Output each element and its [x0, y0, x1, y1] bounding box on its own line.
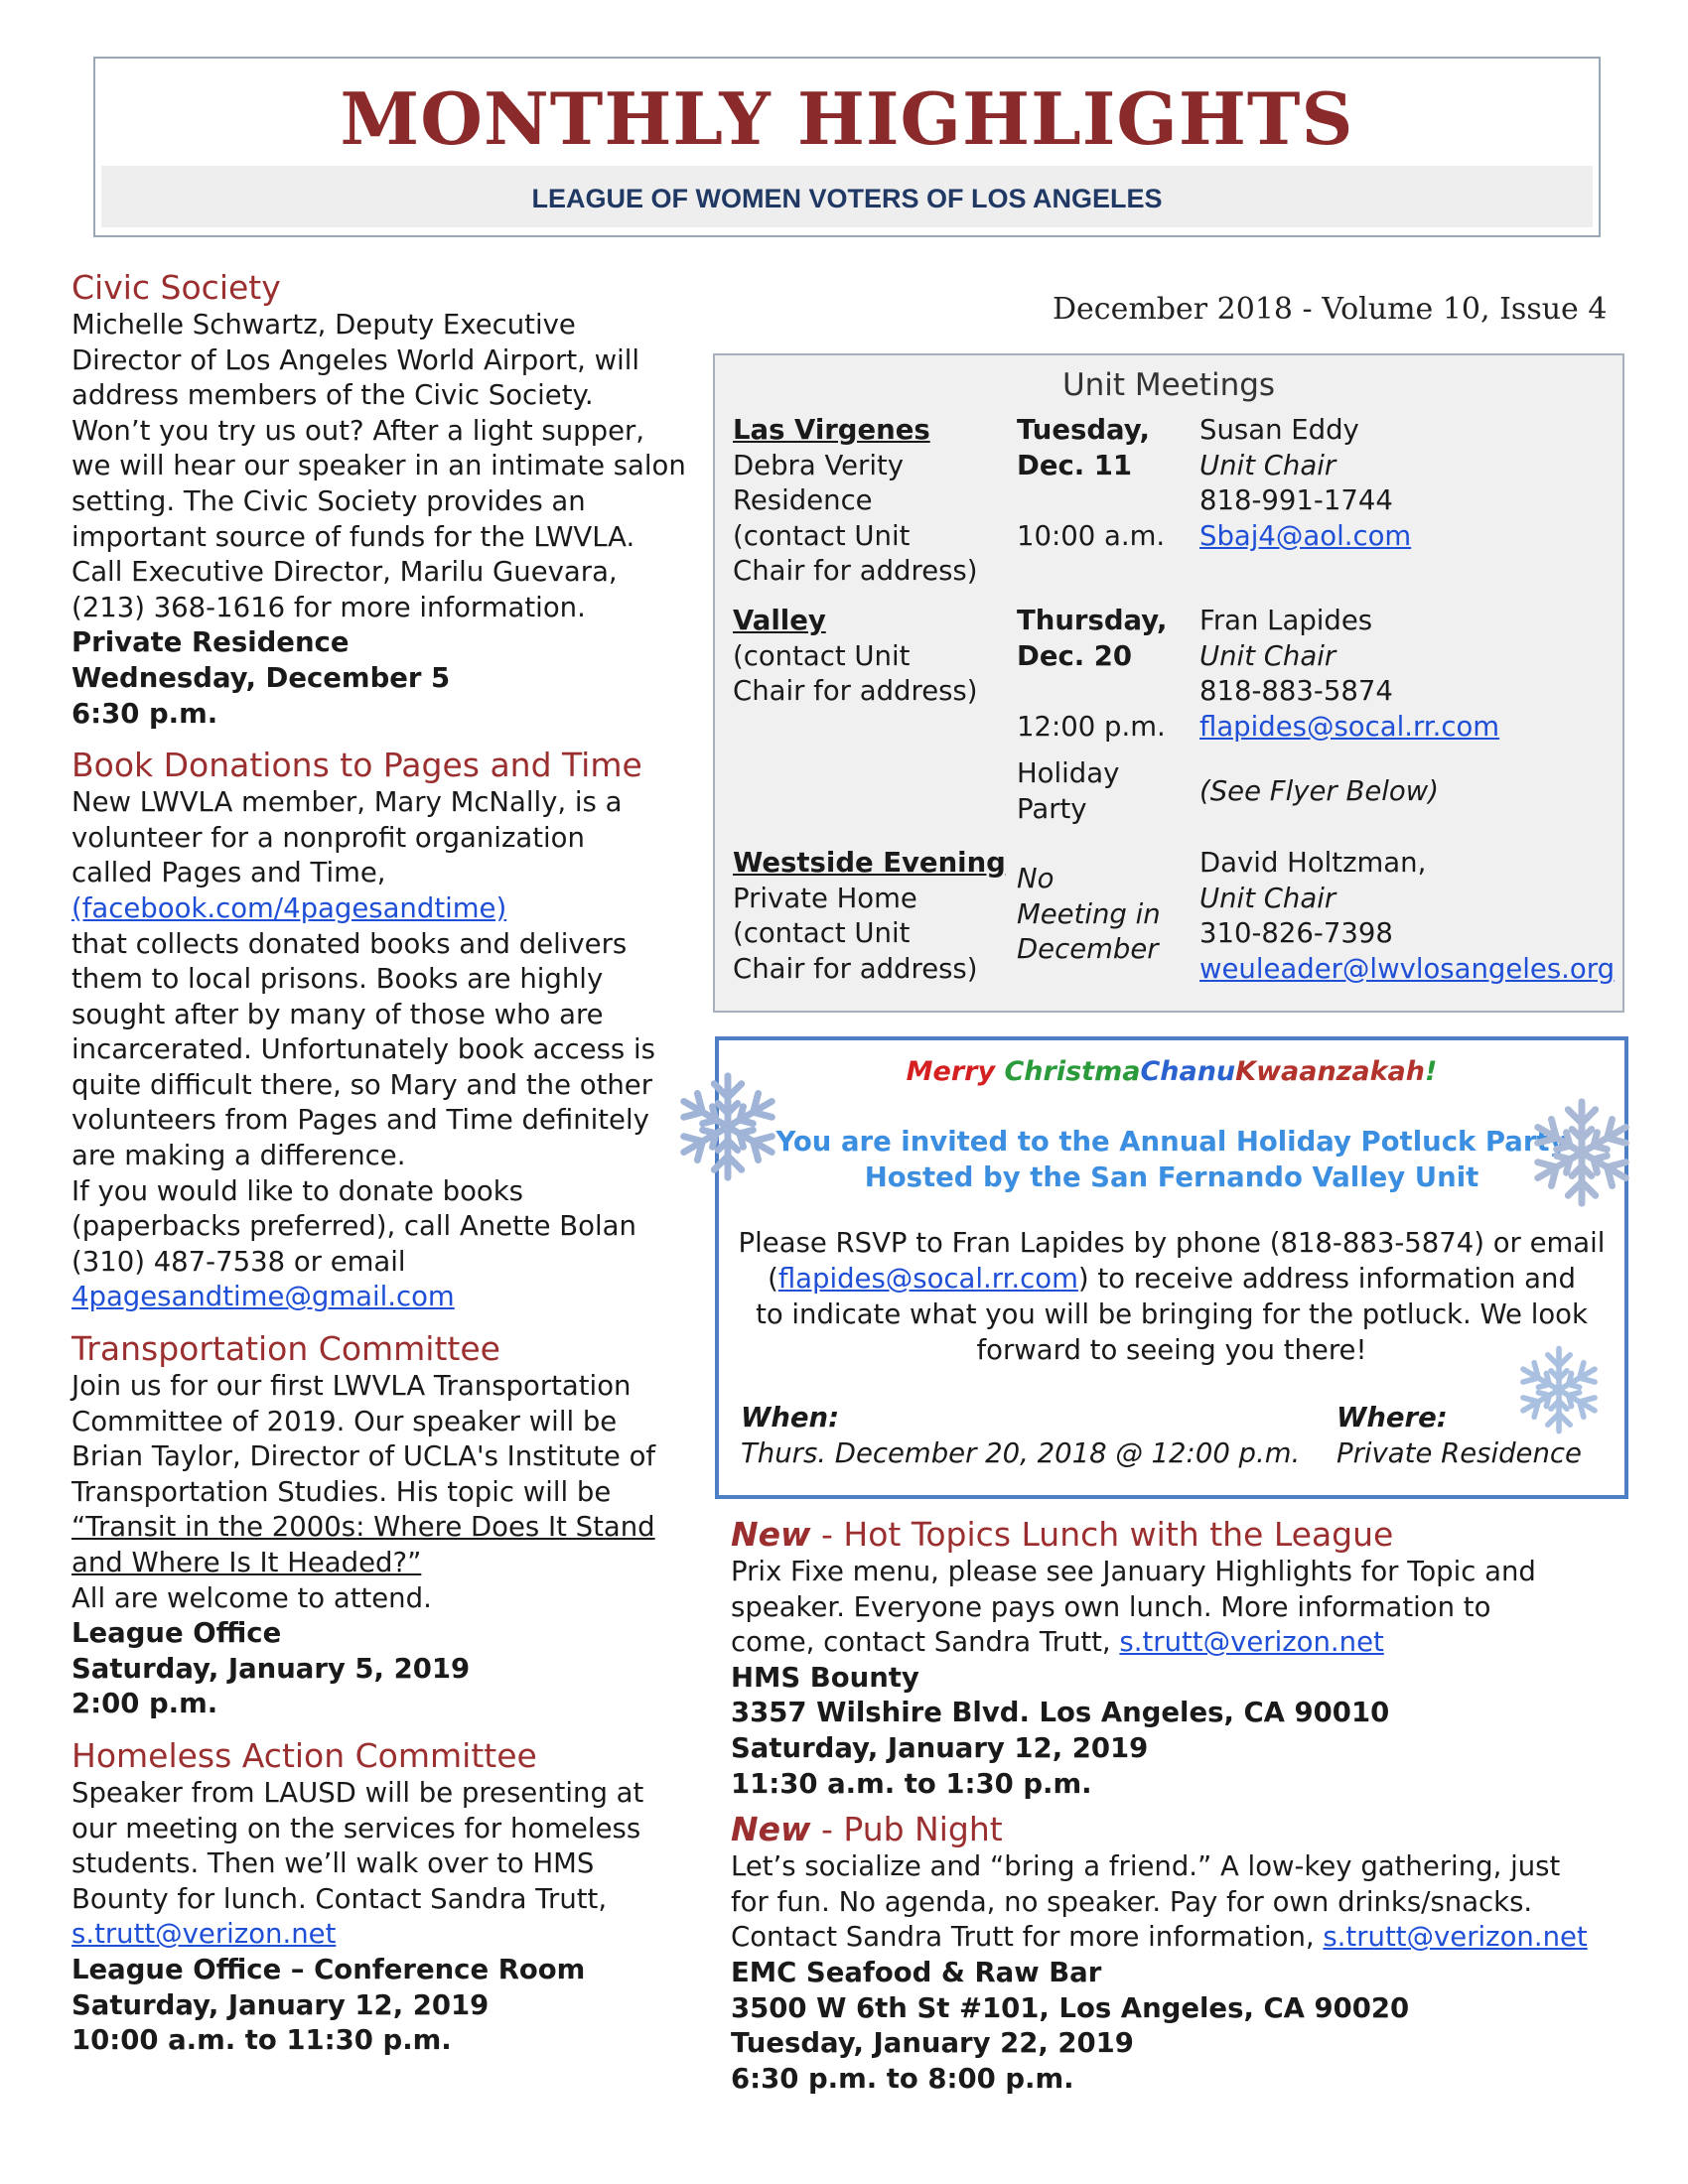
section-heading: Homeless Action Committee: [71, 1735, 537, 1775]
unit-location-line: Chair for address): [733, 555, 978, 588]
body-line: Prix Fixe menu, please see January Highlights for Topic and: [731, 1556, 1536, 1587]
no-meeting-line: December: [1017, 933, 1159, 966]
party-label: Holiday: [1017, 757, 1120, 790]
body-line: Won’t you try us out? After a light supper,: [71, 414, 645, 447]
section-heading: [731, 1810, 1605, 1849]
hot-topics-email-link[interactable]: s.trutt@verizon.net: [1119, 1626, 1384, 1659]
event-place: EMC Seafood & Raw Bar: [731, 1956, 1102, 1988]
body-line: Call Executive Director, Marilu Guevara,: [71, 556, 618, 589]
body-line: speaker. Everyone pays own lunch. More information to: [731, 1590, 1491, 1623]
unit-location-line: (contact Unit: [733, 519, 911, 552]
pub-email-link[interactable]: s.trutt@verizon.net: [1323, 1921, 1588, 1954]
rsvp-line-rest: ) to receive address information and: [1077, 1263, 1576, 1295]
body-line: [731, 1625, 1605, 1661]
event-time: 10:00 a.m. to 11:30 p.m.: [71, 2024, 452, 2057]
event-time: 11:30 a.m. to 1:30 p.m.: [731, 1767, 1092, 1800]
chair-phone: 818-883-5874: [1199, 675, 1393, 708]
left-column: [71, 268, 707, 2059]
contact-text: Contact Sandra Trutt for more information,: [731, 1921, 1324, 1954]
facebook-link[interactable]: (facebook.com/4pagesandtime): [71, 891, 507, 924]
chair-role: Unit Chair: [1199, 882, 1336, 914]
section-heading-text: - Pub Night: [810, 1810, 1003, 1849]
unit-meetings-title: Unit Meetings: [1061, 367, 1276, 403]
where-label: Where:: [1336, 1402, 1448, 1433]
greeting-part: Christma: [1004, 1056, 1141, 1087]
unit-las-virgenes-chair: [1199, 413, 1617, 554]
event-date: Wednesday, December 5: [71, 661, 451, 694]
section-heading: Transportation Committee: [71, 1329, 500, 1369]
unit-westside-chair: [1199, 846, 1622, 987]
event-address: 3357 Wilshire Blvd. Los Angeles, CA 90010: [731, 1697, 1390, 1729]
body-line: called Pages and Time,: [71, 857, 386, 889]
event-time: 2:00 p.m.: [71, 1688, 218, 1720]
topic-title: “Transit in the 2000s: Where Does It Stand: [71, 1511, 655, 1544]
no-meeting-line: No: [1017, 863, 1055, 894]
section-heading: [731, 1515, 1605, 1555]
books-email-link[interactable]: 4pagesandtime@gmail.com: [71, 1281, 455, 1313]
body-line: (paperbacks preferred), call Anette Bolan: [71, 1210, 636, 1243]
body-line: Let’s socialize and “bring a friend.” A low-key gathering, just: [731, 1850, 1561, 1883]
unit-valley-when: [1017, 604, 1186, 828]
body-line: students. Then we’ll walk over to HMS: [71, 1847, 595, 1880]
section-heading: Civic Society: [71, 268, 281, 307]
homeless-email-link[interactable]: s.trutt@verizon.net: [71, 1918, 337, 1951]
subtitle-band: [101, 166, 1593, 227]
chair-role: Unit Chair: [1199, 639, 1336, 672]
when-block: [741, 1400, 1300, 1471]
unit-date: Dec. 20: [1017, 639, 1133, 672]
unit-location-line: (contact Unit: [733, 639, 911, 672]
body-line: them to local prisons. Books are highly: [71, 963, 604, 996]
unit-day: Thursday,: [1017, 605, 1168, 636]
holiday-greeting: [719, 1056, 1624, 1087]
body-line: sought after by many of those who are: [71, 998, 604, 1030]
body-line: If you would like to donate books: [71, 1174, 523, 1207]
body-line: Committee of 2019. Our speaker will be: [71, 1405, 618, 1437]
event-place: League Office – Conference Room: [71, 1953, 586, 1985]
body-line: quite difficult there, so Mary and the other: [71, 1068, 653, 1101]
body-line: we will hear our speaker in an intimate salon: [71, 450, 686, 482]
new-badge: New: [731, 1515, 811, 1554]
body-line: that collects donated books and delivers: [71, 927, 628, 960]
transportation-section: [71, 1329, 707, 1722]
body-line: [731, 1920, 1605, 1956]
unit-location-line: Chair for address): [733, 952, 978, 985]
section-heading: Book Donations to Pages and Time: [71, 746, 642, 785]
unit-date: Dec. 11: [1017, 449, 1133, 481]
topic-title: and Where Is It Headed?”: [71, 1547, 422, 1578]
chair-name: David Holtzman,: [1199, 847, 1427, 879]
event-place: HMS Bounty: [731, 1661, 919, 1694]
where-value: Private Residence: [1336, 1437, 1582, 1469]
body-line: are making a difference.: [71, 1140, 406, 1172]
chair-phone: 310-826-7398: [1199, 917, 1393, 950]
greeting-part: Chanu: [1140, 1056, 1236, 1087]
event-date: Saturday, January 12, 2019: [731, 1731, 1149, 1764]
book-donations-section: [71, 746, 707, 1315]
event-date: Saturday, January 12, 2019: [71, 1988, 490, 2021]
greeting-part: Kwaanzakah: [1235, 1056, 1425, 1087]
chair-name: Susan Eddy: [1199, 414, 1359, 446]
unit-meetings-box: [713, 353, 1624, 1013]
body-line: incarcerated. Unfortunately book access is: [71, 1033, 655, 1066]
greeting-part: Merry: [906, 1056, 1005, 1087]
body-line: New LWVLA member, Mary McNally, is a: [71, 786, 623, 819]
unit-location-line: Private Home: [733, 882, 917, 914]
chair-role: Unit Chair: [1199, 449, 1336, 481]
event-time: 6:30 p.m. to 8:00 p.m.: [731, 2062, 1074, 2095]
civic-society-section: [71, 268, 707, 732]
unit-name: Las Virgenes: [733, 414, 930, 446]
page-title: MONTHLY HIGHLIGHTS: [340, 76, 1354, 161]
invitation-line: You are invited to the Annual Holiday Potluck Party: [775, 1126, 1568, 1158]
snowflake-icon: [1511, 1342, 1607, 1437]
no-meeting-line: Meeting in: [1017, 897, 1161, 930]
unit-valley-chair: [1199, 604, 1617, 810]
body-line: address members of the Civic Society.: [71, 379, 594, 412]
event-place: Private Residence: [71, 626, 350, 659]
body-line: All are welcome to attend.: [71, 1581, 432, 1614]
snowflake-icon: [1523, 1094, 1640, 1211]
unit-day: Tuesday,: [1017, 414, 1150, 446]
body-line: Bounty for lunch. Contact Sandra Trutt,: [71, 1882, 608, 1915]
body-line: Michelle Schwartz, Deputy Executive: [71, 309, 576, 341]
unit-name: Valley: [733, 605, 826, 636]
chair-email-link[interactable]: flapides@socal.rr.com: [1199, 710, 1500, 743]
chair-name: Fran Lapides: [1199, 605, 1373, 636]
chair-phone: 818-991-1744: [1199, 484, 1393, 517]
body-line: Transportation Studies. His topic will be: [71, 1475, 612, 1508]
unit-time: 10:00 a.m.: [1017, 519, 1166, 552]
body-line: Speaker from LAUSD will be presenting at: [71, 1776, 644, 1809]
holiday-invitation-box: [715, 1036, 1628, 1499]
unit-valley-location: [733, 604, 1021, 710]
body-line: Join us for our first LWVLA Transportation: [71, 1370, 632, 1403]
body-line: Brian Taylor, Director of UCLA's Institute of: [71, 1440, 656, 1473]
rsvp-line: forward to seeing you there!: [976, 1334, 1367, 1366]
contact-text: come, contact Sandra Trutt,: [731, 1626, 1120, 1659]
unit-name: Westside Evening: [733, 847, 1006, 879]
new-badge: New: [731, 1810, 811, 1849]
homeless-section: [71, 1736, 707, 2059]
event-address: 3500 W 6th St #101, Los Angeles, CA 90020: [731, 1991, 1410, 2024]
event-place: League Office: [71, 1617, 282, 1650]
rsvp-paren: (: [768, 1263, 778, 1295]
party-label: Party: [1017, 792, 1087, 825]
invitation-text: [719, 1124, 1624, 1195]
rsvp-line: Please RSVP to Fran Lapides by phone (818-883-5874) or email: [738, 1227, 1606, 1259]
snowflake-icon: [669, 1068, 786, 1185]
rsvp-line: [733, 1261, 1611, 1297]
unit-location-line: Residence: [733, 484, 873, 517]
rsvp-email-link[interactable]: flapides@socal.rr.com: [777, 1263, 1078, 1295]
body-line: (213) 368-1616 for more information.: [71, 591, 586, 623]
event-time: 6:30 p.m.: [71, 697, 218, 730]
chair-email-link[interactable]: weuleader@lwvlosangeles.org: [1199, 952, 1616, 985]
greeting-part: !: [1425, 1056, 1438, 1087]
flyer-note: (See Flyer Below): [1199, 775, 1439, 808]
body-line: important source of funds for the LWVLA.: [71, 520, 635, 553]
when-label: When:: [741, 1402, 840, 1433]
body-line: volunteers from Pages and Time definitely: [71, 1104, 649, 1137]
unit-westside-location: [733, 846, 1021, 987]
unit-westside-when: [1017, 862, 1192, 968]
event-date: Tuesday, January 22, 2019: [731, 2027, 1134, 2060]
body-line: Director of Los Angeles World Airport, will: [71, 343, 640, 376]
unit-las-virgenes-location: [733, 413, 1021, 590]
chair-email-link[interactable]: Sbaj4@aol.com: [1199, 519, 1412, 552]
body-line: volunteer for a nonprofit organization: [71, 821, 585, 854]
rsvp-text: [719, 1225, 1624, 1368]
when-value: Thurs. December 20, 2018 @ 12:00 p.m.: [741, 1437, 1301, 1469]
body-line: our meeting on the services for homeless: [71, 1812, 641, 1844]
unit-location-line: Chair for address): [733, 675, 978, 708]
event-date: Saturday, January 5, 2019: [71, 1652, 471, 1685]
rsvp-line: to indicate what you will be bringing for the potluck. We look: [756, 1298, 1588, 1330]
invitation-line: Hosted by the San Fernando Valley Unit: [864, 1161, 1479, 1193]
organization-name: LEAGUE OF WOMEN VOTERS OF LOS ANGELES: [531, 184, 1163, 213]
right-column: [731, 1515, 1605, 2097]
body-line: for fun. No agenda, no speaker. Pay for own drinks/snacks.: [731, 1885, 1533, 1918]
pub-night-section: [731, 1810, 1605, 2097]
unit-location-line: (contact Unit: [733, 917, 911, 950]
unit-las-virgenes-when: [1017, 413, 1186, 554]
hot-topics-section: [731, 1515, 1605, 1802]
masthead: [93, 57, 1601, 237]
body-line: (310) 487-7538 or email: [71, 1245, 406, 1278]
unit-location-line: Debra Verity: [733, 449, 905, 481]
body-line: setting. The Civic Society provides an: [71, 484, 586, 517]
issue-line: December 2018 - Volume 10, Issue 4: [1053, 292, 1608, 327]
section-heading-text: - Hot Topics Lunch with the League: [810, 1515, 1394, 1554]
unit-time: 12:00 p.m.: [1017, 710, 1166, 743]
